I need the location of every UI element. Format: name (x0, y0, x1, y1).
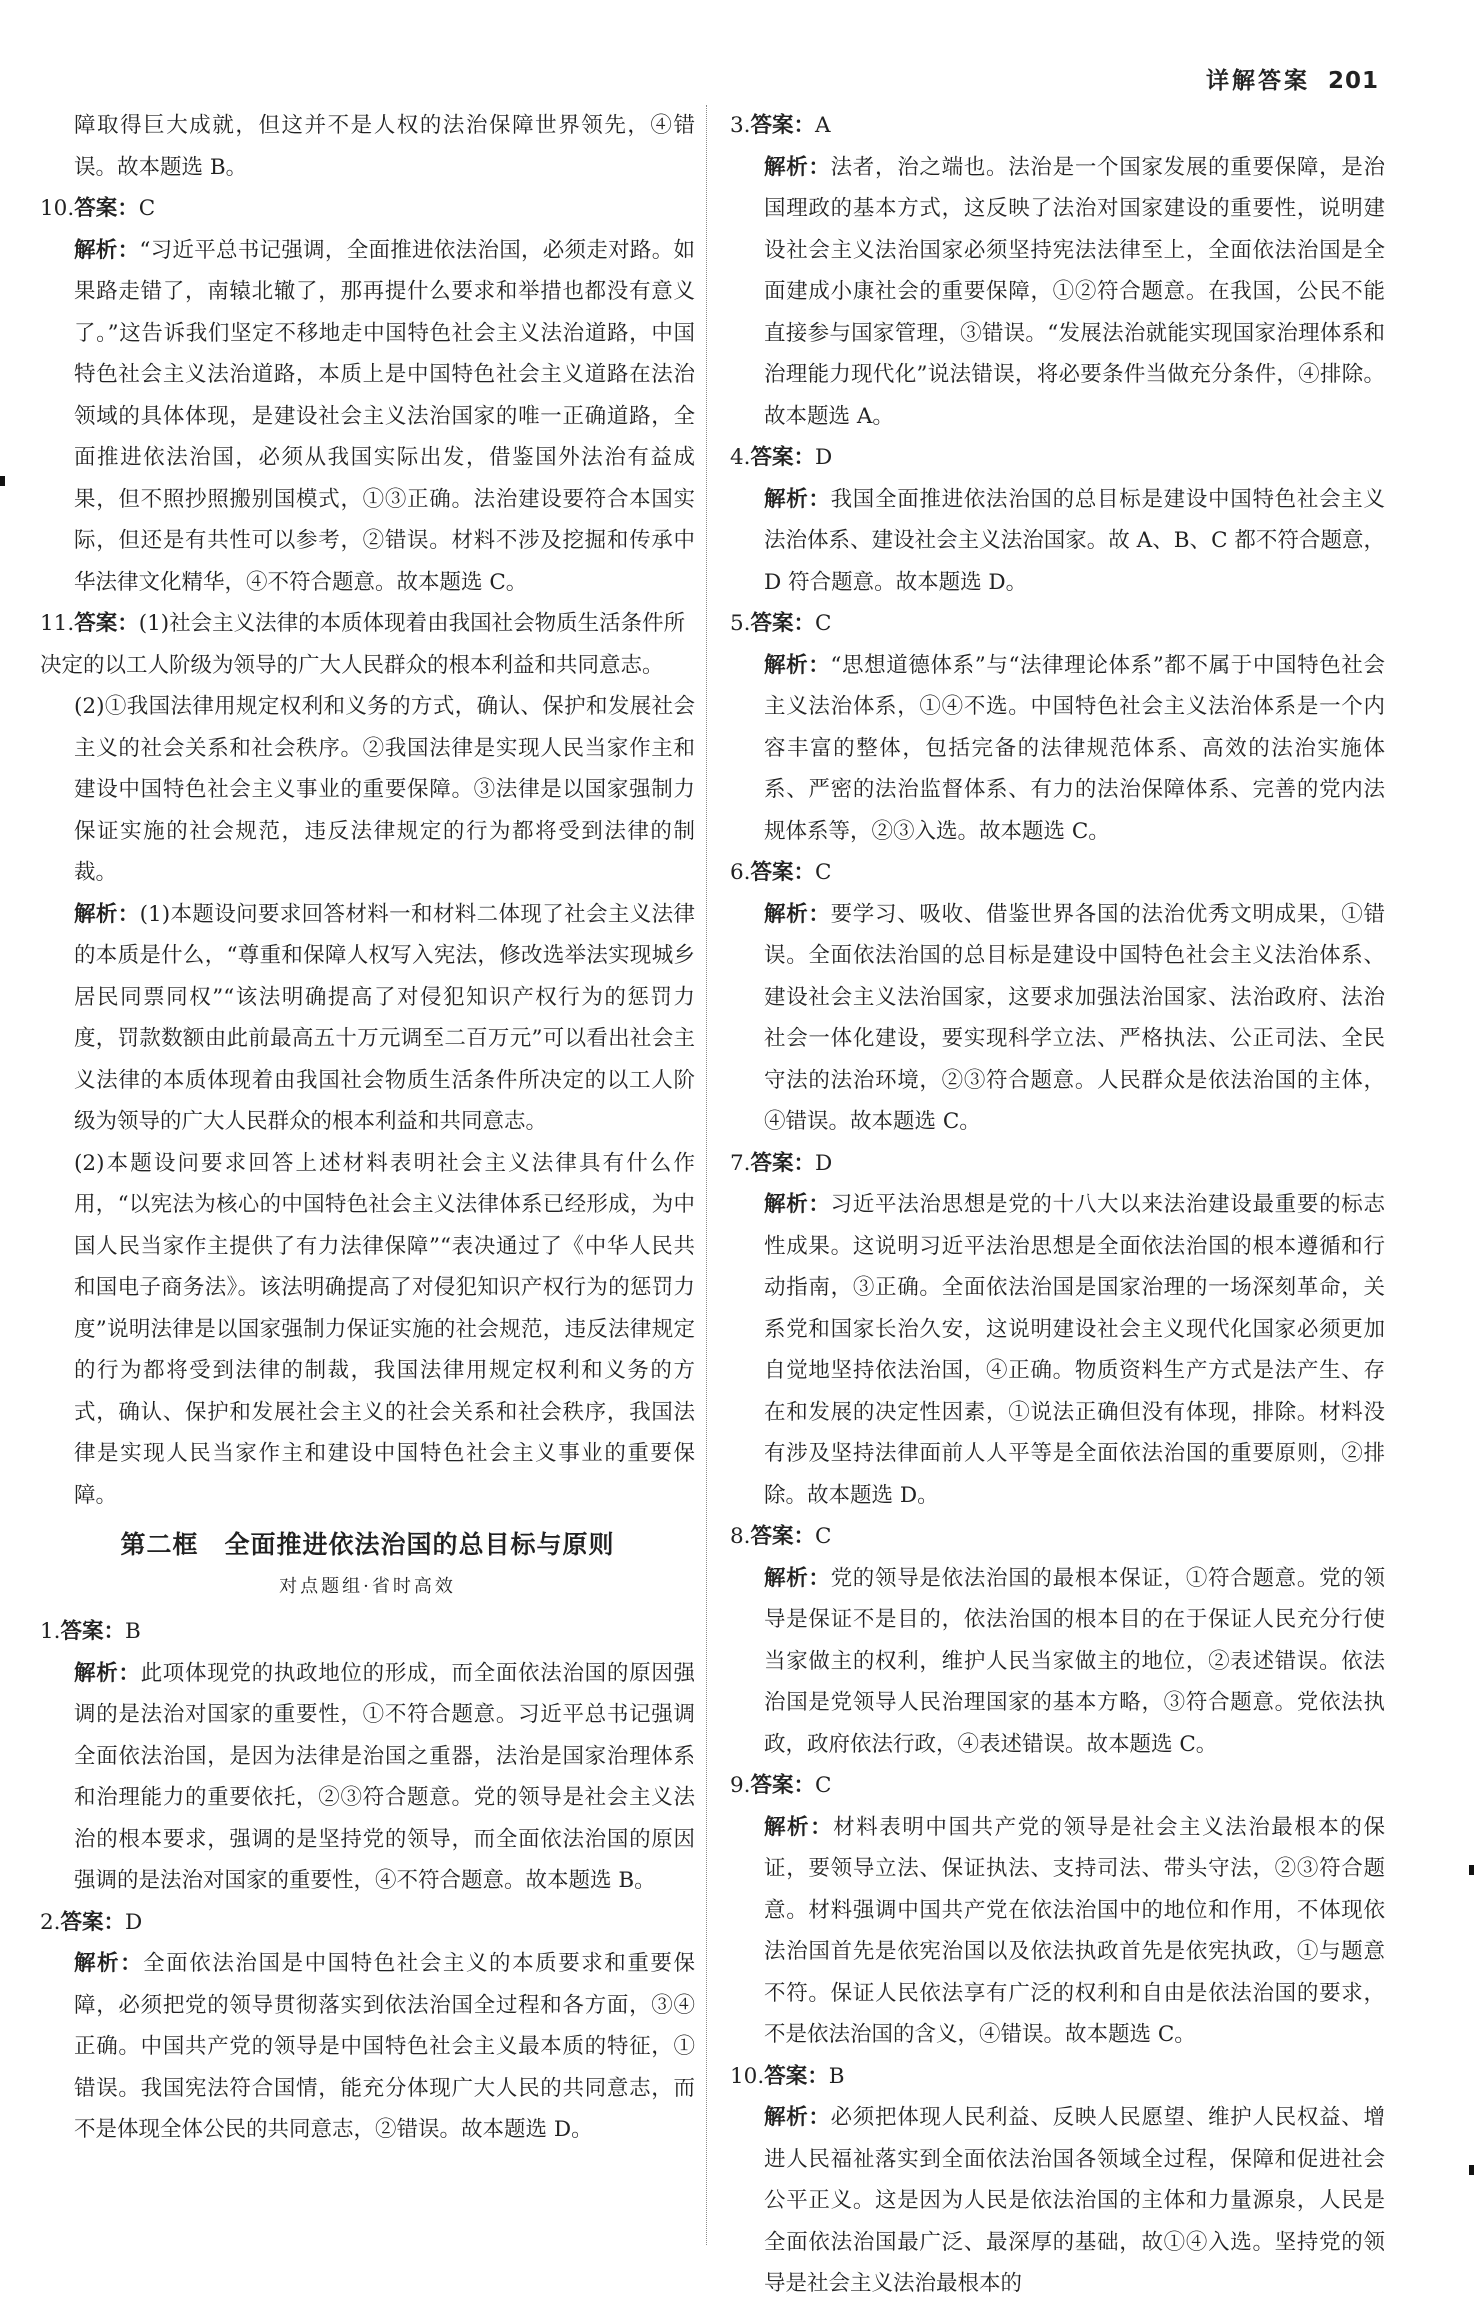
answer-label: 答案： (750, 1150, 816, 1176)
question-number: 9. (730, 1773, 751, 1798)
header-title: 详解答案 (1205, 68, 1310, 94)
explanation-label: 解析： (764, 1565, 831, 1591)
answer-label: 答案： (750, 611, 816, 636)
question-number: 7. (730, 1150, 751, 1176)
explanation-part-2: (2)本题设问要求回答上述材料表明社会主义法律具有什么作用，“以宪法为核心的中国特色社会主义法律体系已经形成，为中国人民当家作主提供了有力法律保障”“表决通过了《中华人民共和国电子商务法》。该法明确提高了对侵犯知识产权行为的惩罚力度”说明法律是以国家强制力保证实施的社会规范，违反法律规定的行为都将受到法律的制裁，我国法律用规定权利和义务的方式，确认、保护和发展社会主义的社会关系和社会秩序，我国法律是实现人民当家作主和建设中国特色社会主义事业的重要保障。 (74, 1150, 695, 1508)
answer-label: 答案： (74, 611, 139, 636)
answer-value: D (125, 1909, 143, 1935)
explanation-text: 我国全面推进依法治国的总目标是建设中国特色社会主义法治体系、建设社会主义法治国家。故 A、B、C 都不符合题意，D 符合题意。故本题选 D。 (764, 486, 1385, 595)
answer-value: D (815, 1150, 833, 1176)
explanation-text: 材料表明中国共产党的领导是社会主义法治最根本的保证，要领导立法、保证执法、支持司法、带头守法，②③符合题意。材料强调中国共产党在依法治国中的地位和作用，不体现依法治国首先是依宪治国以及依法执政首先是依宪执政，①与题意不符。保证人民依法享有广泛的权利和自由是依法治国的要求，不是依法治国的含义，④错误。故本题选 C。 (764, 1814, 1385, 2047)
explanation-label: 解析： (74, 1951, 144, 1976)
answer-label: 答案： (74, 196, 139, 221)
explanation-label: 解析： (764, 2105, 831, 2130)
answer-value: C (815, 1524, 832, 1549)
answer-value: C (815, 1773, 832, 1798)
answer-label: 答案： (750, 1773, 816, 1798)
explanation-text: “思想道德体系”与“法律理论体系”都不属于中国特色社会主义法治体系，①④不选。中国特色社会主义法治体系是一个内容丰富的整体，包括完备的法律规范体系、高效的法治实施体系、严密的法治监督体系、有力的法治保障体系、完善的党内法规体系等，②③入选。故本题选 C。 (764, 652, 1385, 844)
explanation-text: 法者，治之端也。法治是一个国家发展的重要保障，是治国理政的基本方式，这反映了法治对国家建设的重要性，说明建设社会主义法治国家必须坚持宪法法律至上，全面依法治国是全面建成小康社会的重要保障，①②符合题意。在我国，公民不能直接参与国家管理，③错误。“发展法治就能实现国家治理体系和治理能力现代化”说法错误，将必要条件当做充分条件，④排除。故本题选 A。 (764, 154, 1385, 429)
answer-value: B (828, 2063, 845, 2089)
answer-label: 答案： (750, 445, 816, 470)
explanation-label: 解析： (764, 652, 831, 678)
answer-label: 答案： (750, 1524, 816, 1549)
question-number: 10. (40, 196, 75, 221)
answer-item-3 (730, 105, 1385, 437)
answer-value: D (815, 445, 833, 470)
question-number: 3. (730, 113, 751, 138)
answer-item-7 (730, 1143, 1385, 1517)
answer-item-11 (40, 603, 695, 1516)
question-number: 5. (730, 611, 751, 636)
explanation-text: 必须把体现人民利益、反映人民愿望、维护人民权益、增进人民福祉落实到全面依法治国各领域全过程，保障和促进社会公平正义。这是因为人民是依法治国的主体和力量源泉，人民是全面依法治国最广泛、最深厚的基础，故①④入选。坚持党的领导是社会主义法治最根本的 (764, 2105, 1385, 2296)
answer-item-6 (730, 852, 1385, 1143)
answer-value: B (125, 1619, 141, 1644)
answer-item-10 (40, 188, 695, 603)
explanation-label: 解析： (74, 237, 140, 263)
answer-item-10b (730, 2056, 1385, 2305)
question-number: 8. (730, 1524, 751, 1549)
answer-item-1 (40, 1611, 695, 1902)
explanation-label: 解析： (74, 1660, 141, 1686)
answer-item-9 (730, 1765, 1385, 2056)
explanation-label: 解析： (764, 901, 831, 927)
answer-label: 答案： (764, 2063, 829, 2089)
answer-label: 答案： (750, 860, 816, 885)
answer-item-4 (730, 437, 1385, 603)
left-column (40, 105, 695, 2151)
answer-label: 答案： (60, 1619, 126, 1644)
edge-mark-right (1469, 1865, 1474, 1875)
question-number: 6. (730, 860, 751, 885)
continuation-text: 障取得巨大成就，但这并不是人权的法治保障世界领先，④错误。故本题选 B。 (74, 113, 695, 180)
explanation-text: 全面依法治国是中国特色社会主义的本质要求和重要保障，必须把党的领导贯彻落实到依法治国全过程和各方面，③④正确。中国共产党的领导是中国特色社会主义最本质的特征，①错误。我国宪法符合国情，能充分体现广大人民的共同意志，而不是体现全体公民的共同意志，②错误。故本题选 D。 (74, 1951, 695, 2142)
question-number: 1. (40, 1619, 61, 1644)
answer-item-2 (40, 1902, 695, 2151)
answer-part-2: (2)①我国法律用规定权利和义务的方式，确认、保护和发展社会主义的社会关系和社会秩序。②我国法律是实现人民当家作主和建设中国特色社会主义事业的重要保障。③法律是以国家强制力保证实施的社会规范，违反法律规定的行为都将受到法律的制裁。 (74, 694, 695, 885)
explanation-part-1: (1)本题设问要求回答材料一和材料二体现了社会主义法律的本质是什么，“尊重和保障人权写入宪法，修改选举法实现城乡居民同票同权”“该法明确提高了对侵犯知识产权行为的惩罚力度，罚款数额由此前最高五十万元调至二百万元”可以看出社会主义法律的本质体现着由我国社会物质生活条件所决定的以工人阶级为领导的广大人民群众的根本利益和共同意志。 (74, 901, 695, 1134)
edge-mark-right-lower (1469, 2165, 1474, 2175)
explanation-label: 解析： (764, 486, 831, 512)
page-header (1206, 62, 1379, 95)
explanation-label: 解析： (764, 154, 831, 180)
question-number: 11. (40, 611, 75, 636)
explanation-text: “习近平总书记强调，全面推进依法治国，必须走对路。如果路走错了，南辕北辙了，那再提什么要求和举措也都没有意义了。”这告诉我们坚定不移地走中国特色社会主义法治道路，中国特色社会主义法治道路，本质上是中国特色社会主义道路在法治领域的具体体现，是建设社会主义法治国家的唯一正确道路，全面推进依法治国，必须从我国实际出发，借鉴国外法治有益成果，但不照抄照搬别国模式，①③正确。法治建设要符合本国实际，但还是有共性可以参考，②错误。材料不涉及挖掘和传承中华法律文化精华，④不符合题意。故本题选 C。 (74, 237, 695, 595)
answer-label: 答案： (750, 113, 816, 138)
answer-value: A (815, 113, 831, 138)
answer-item-8 (730, 1516, 1385, 1765)
question-number: 4. (730, 445, 751, 470)
column-divider (706, 105, 707, 2245)
explanation-text: 此项体现党的执政地位的形成，而全面依法治国的原因强调的是法治对国家的重要性，①不符合题意。习近平总书记强调全面依法治国，是因为法律是治国之重器，法治是国家治理体系和治理能力的重要依托，②③符合题意。党的领导是社会主义法治的根本要求，强调的是坚持党的领导，而全面依法治国的原因强调的是法治对国家的重要性，④不符合题意。故本题选 B。 (74, 1660, 695, 1893)
answer-value: C (138, 196, 156, 221)
answer-part-1: (1)社会主义法律的本质体现着由我国社会物质生活条件所决定的以工人阶级为领导的广大人民群众的根本利益和共同意志。 (40, 611, 686, 678)
explanation-label: 解析： (764, 1192, 831, 1217)
section-subtitle: 对点题组·省时高效 (279, 1575, 456, 1597)
question-number: 2. (40, 1909, 61, 1935)
explanation-label: 解析： (764, 1814, 834, 1840)
answer-value: C (815, 611, 832, 636)
explanation-text: 习近平法治思想是党的十八大以来法治建设最重要的标志性成果。这说明习近平法治思想是全面依法治国的根本遵循和行动指南，③正确。全面依法治国是国家治理的一场深刻革命，关系党和国家长治久安，这说明建设社会主义现代化国家必须更加自觉地坚持依法治国，④正确。物质资料生产方式是法产生、存在和发展的决定性因素，①说法正确但没有体现，排除。材料没有涉及坚持法律面前人人平等是全面依法治国的重要原则，②排除。故本题选 D。 (764, 1192, 1385, 1508)
right-column (730, 105, 1385, 2305)
section-title: 第二框 全面推进依法治国的总目标与原则 (120, 1530, 615, 1559)
explanation-text: 党的领导是依法治国的最根本保证，①符合题意。党的领导是保证不是目的，依法治国的根本目的在于保证人民充分行使当家做主的权利，维护人民当家做主的地位，②表述错误。依法治国是党领导人民治理国家的基本方略，③符合题意。党依法执政，政府依法行政，④表述错误。故本题选 C。 (764, 1565, 1385, 1757)
answer-item-5 (730, 603, 1385, 852)
explanation-text: 要学习、吸收、借鉴世界各国的法治优秀文明成果，①错误。全面依法治国的总目标是建设中国特色社会主义法治体系、建设社会主义法治国家，这要求加强法治国家、法治政府、法治社会一体化建设，要实现科学立法、严格执法、公正司法、全民守法的法治环境，②③符合题意。人民群众是依法治国的主体，④错误。故本题选 C。 (764, 901, 1385, 1134)
answer-label: 答案： (60, 1909, 126, 1935)
question-number: 10. (730, 2063, 765, 2089)
page-number: 201 (1327, 68, 1379, 94)
answer-value: C (815, 860, 832, 885)
edge-mark-left (0, 476, 5, 486)
explanation-label: 解析： (74, 901, 140, 927)
